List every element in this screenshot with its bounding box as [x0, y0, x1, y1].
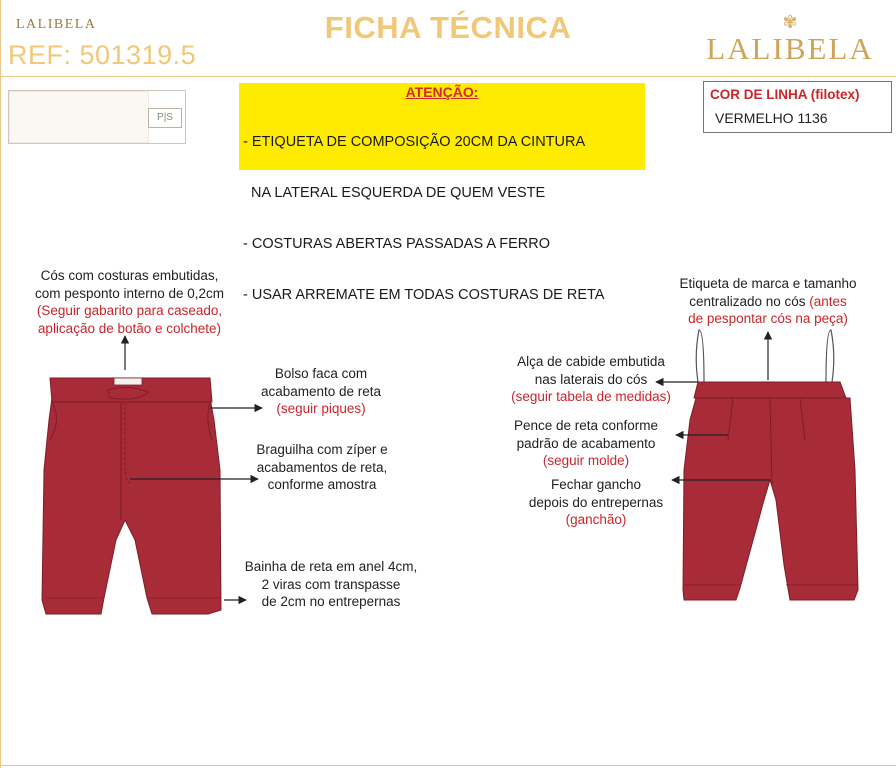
fly-note: Braguilha com zíper e acabamentos de reta, conforme amostra	[256, 442, 388, 492]
attention-title: ATENÇÃO:	[405, 84, 479, 100]
brand-wordmark: LALIBELA	[706, 31, 874, 66]
attention-line: - USAR ARREMATE EM TODAS COSTURAS DE RETA	[243, 287, 605, 303]
attention-line: - ETIQUETA DE COMPOSIÇÃO 20CM DA CINTURA	[243, 134, 586, 150]
hanger-loop-right	[826, 330, 834, 382]
back-waistband	[694, 382, 846, 398]
back-shorts	[683, 330, 858, 600]
hanger-note: Alça de cabide embutida nas laterais do cós (seguir tabela de medidas)	[511, 354, 671, 404]
hem-note: Bainha de reta em anel 4cm, 2 viras com transpasse de 2cm no entrepernas	[244, 559, 418, 609]
reference-number: REF: 501319.5	[8, 40, 197, 70]
waistband-note: Cós com costuras embutidas, com pesponto interno de 0,2cm (Seguir gabarito para caseado, aplicação de botão e colchete)	[34, 268, 225, 336]
hook-note: Fechar gancho depois do entrepernas (ganchão)	[528, 477, 664, 527]
front-waistband-label	[114, 378, 142, 385]
hanger-loop-left	[696, 330, 704, 382]
label-brand-text: LALIBELA	[16, 17, 97, 32]
dart-note: Pence de reta conforme padrão de acabamento (seguir molde)	[513, 418, 659, 468]
pocket-note: Bolso faca com acabamento de reta (seguir piques)	[260, 366, 382, 416]
thread-color-value: VERMELHO 1136	[715, 110, 828, 126]
attention-line: NA LATERAL ESQUERDA DE QUEM VESTE	[243, 185, 546, 201]
label-note: Etiqueta de marca e tamanho centralizado no cós (antes de pespontar cós na peça)	[679, 276, 857, 326]
thread-color-title: COR DE LINHA (filotex)	[710, 87, 860, 102]
page-title: FICHA TÉCNICA	[324, 10, 572, 45]
bee-icon: ✾	[782, 12, 798, 32]
front-shorts-body	[42, 398, 221, 614]
attention-line: - COSTURAS ABERTAS PASSADAS A FERRO	[243, 236, 550, 252]
front-shorts	[42, 378, 221, 614]
label-size-tag: P|S	[148, 108, 182, 128]
